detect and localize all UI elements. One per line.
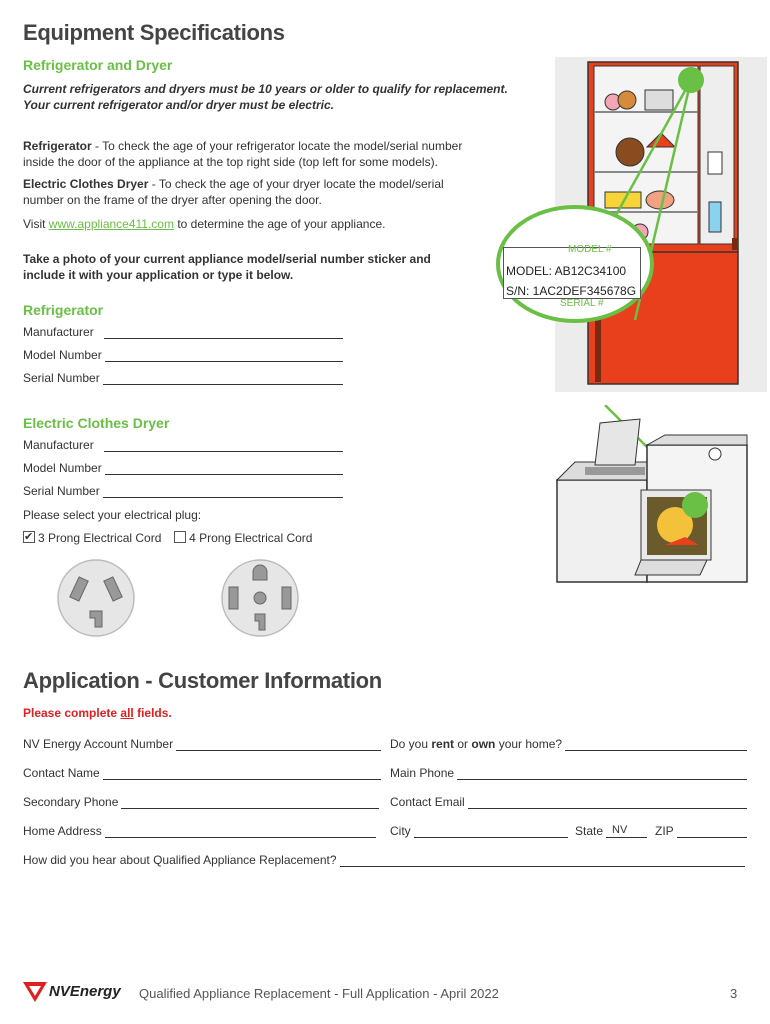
photo-instruction-2: include it with your application or type it below. bbox=[23, 268, 294, 282]
referral-source-field bbox=[23, 853, 745, 867]
fridge-manufacturer-field bbox=[23, 325, 343, 339]
contact-name-input[interactable] bbox=[103, 767, 381, 780]
own-word: own bbox=[471, 737, 496, 751]
main-phone-input[interactable] bbox=[457, 767, 747, 780]
visit-prefix: Visit bbox=[23, 217, 49, 231]
page-title: Equipment Specifications bbox=[23, 20, 285, 45]
visit-line bbox=[23, 216, 385, 232]
rent-own-input[interactable] bbox=[565, 738, 747, 751]
referral-source-input[interactable] bbox=[340, 854, 745, 867]
contact-name-label: Contact Name bbox=[23, 766, 100, 780]
dryer-section-title: Electric Clothes Dryer bbox=[23, 415, 170, 431]
contact-email-label: Contact Email bbox=[390, 795, 465, 809]
main-phone-field bbox=[390, 766, 747, 780]
dryer-text: - To check the age of your dryer locate the model/serial bbox=[148, 177, 444, 191]
refrigerator-section-title: Refrigerator bbox=[23, 302, 104, 318]
appliance411-link[interactable]: www.appliance411.com bbox=[48, 217, 174, 231]
dryer-label: Electric Clothes Dryer bbox=[23, 177, 149, 191]
state-input[interactable] bbox=[606, 825, 647, 838]
dryer-manufacturer-label: Manufacturer bbox=[23, 438, 94, 452]
sticker-model-line: MODEL: AB12C34100 bbox=[506, 264, 627, 278]
plug-3-prong-label: 3 Prong Electrical Cord bbox=[38, 531, 162, 545]
fridge-text: - To check the age of your refrigerator locate the model/serial number bbox=[91, 139, 463, 153]
required-notice bbox=[23, 706, 172, 720]
application-title: Application - Customer Information bbox=[23, 668, 382, 693]
rent-own-label bbox=[390, 737, 562, 751]
fridge-instructions-2: inside the door of the appliance at the top right side (top left for some models). bbox=[23, 155, 438, 169]
home-address-input[interactable] bbox=[105, 825, 376, 838]
account-number-input[interactable] bbox=[176, 738, 381, 751]
dryer-model-label: Model Number bbox=[23, 461, 102, 475]
serial-caption: SERIAL # bbox=[560, 298, 604, 309]
dryer-manufacturer-input[interactable] bbox=[104, 439, 343, 452]
zip-label: ZIP bbox=[655, 824, 674, 838]
city-label: City bbox=[390, 824, 411, 838]
state-field bbox=[575, 824, 647, 838]
rent-own-prefix: Do you bbox=[390, 737, 432, 751]
plug-options bbox=[23, 530, 312, 546]
required-prefix: Please complete bbox=[23, 706, 121, 720]
dryer-model-input[interactable] bbox=[105, 462, 343, 475]
secondary-phone-label: Secondary Phone bbox=[23, 795, 119, 809]
visit-suffix: to determine the age of your appliance. bbox=[173, 217, 386, 231]
eligibility-note-1: Current refrigerators and dryers must be 10 years or older to qualify for replacement. bbox=[23, 82, 508, 96]
contact-email-input[interactable] bbox=[468, 796, 747, 809]
three-prong-outlet-icon bbox=[56, 558, 136, 638]
zip-input[interactable] bbox=[677, 825, 747, 838]
fridge-label: Refrigerator bbox=[23, 139, 92, 153]
referral-source-label: How did you hear about Qualified Appliance Replacement? bbox=[23, 853, 337, 867]
required-suffix: fields. bbox=[133, 706, 172, 720]
city-input[interactable] bbox=[414, 825, 568, 838]
rent-own-field bbox=[390, 737, 747, 751]
plug-prompt: Please select your electrical plug: bbox=[23, 508, 202, 522]
account-number-label: NV Energy Account Number bbox=[23, 737, 174, 751]
photo-instruction-1: Take a photo of your current appliance model/serial number sticker and bbox=[23, 252, 431, 266]
model-caption: MODEL # bbox=[568, 244, 612, 255]
fridge-serial-input[interactable] bbox=[103, 372, 343, 385]
zip-field bbox=[655, 824, 747, 838]
fridge-serial-label: Serial Number bbox=[23, 371, 100, 385]
rent-word: rent bbox=[431, 737, 455, 751]
city-field bbox=[390, 824, 568, 838]
plug-4-prong-checkbox[interactable] bbox=[174, 531, 186, 543]
dryer-instructions-1 bbox=[23, 176, 444, 192]
plug-4-prong-label: 4 Prong Electrical Cord bbox=[189, 531, 313, 545]
dryer-manufacturer-field bbox=[23, 438, 343, 452]
or-word: or bbox=[454, 737, 472, 751]
eligibility-note-2: Your current refrigerator and/or dryer must be electric. bbox=[23, 98, 334, 112]
dryer-serial-input[interactable] bbox=[103, 485, 343, 498]
dryer-instructions-2: number on the frame of the dryer after opening the door. bbox=[23, 193, 322, 207]
nv-energy-logo-icon bbox=[22, 978, 48, 1004]
secondary-phone-input[interactable] bbox=[121, 796, 379, 809]
plug-3-prong-checkbox[interactable] bbox=[23, 531, 35, 543]
dryer-serial-label: Serial Number bbox=[23, 484, 100, 498]
dryer-model-field bbox=[23, 461, 343, 475]
footer-caption: Qualified Appliance Replacement - Full Application - April 2022 bbox=[139, 986, 499, 1001]
home-address-label: Home Address bbox=[23, 824, 102, 838]
contact-name-field bbox=[23, 766, 381, 780]
secondary-phone-field bbox=[23, 795, 379, 809]
fridge-manufacturer-label: Manufacturer bbox=[23, 325, 94, 339]
required-all: all bbox=[120, 706, 134, 720]
state-value: NV bbox=[612, 824, 628, 836]
sticker-serial-line: S/N: 1AC2DEF345678G bbox=[506, 284, 637, 298]
contact-email-field bbox=[390, 795, 747, 809]
rent-own-suffix: your home? bbox=[495, 737, 563, 751]
fridge-model-field bbox=[23, 348, 343, 362]
home-address-field bbox=[23, 824, 376, 838]
nv-energy-logo-text: NVEnergy bbox=[49, 982, 121, 1000]
fridge-instructions-1 bbox=[23, 138, 462, 154]
state-label: State bbox=[575, 824, 604, 838]
washer-dryer-illustration bbox=[555, 405, 760, 590]
account-number-field bbox=[23, 737, 381, 751]
page-number: 3 bbox=[730, 986, 738, 1001]
main-phone-label: Main Phone bbox=[390, 766, 455, 780]
section-title-refrigerator-dryer: Refrigerator and Dryer bbox=[23, 57, 173, 73]
fridge-manufacturer-input[interactable] bbox=[104, 326, 343, 339]
four-prong-outlet-icon bbox=[220, 558, 300, 638]
fridge-model-input[interactable] bbox=[105, 349, 343, 362]
fridge-model-label: Model Number bbox=[23, 348, 102, 362]
nv-energy-logo bbox=[22, 978, 121, 1004]
dryer-serial-field bbox=[23, 484, 343, 498]
fridge-serial-field bbox=[23, 371, 343, 385]
